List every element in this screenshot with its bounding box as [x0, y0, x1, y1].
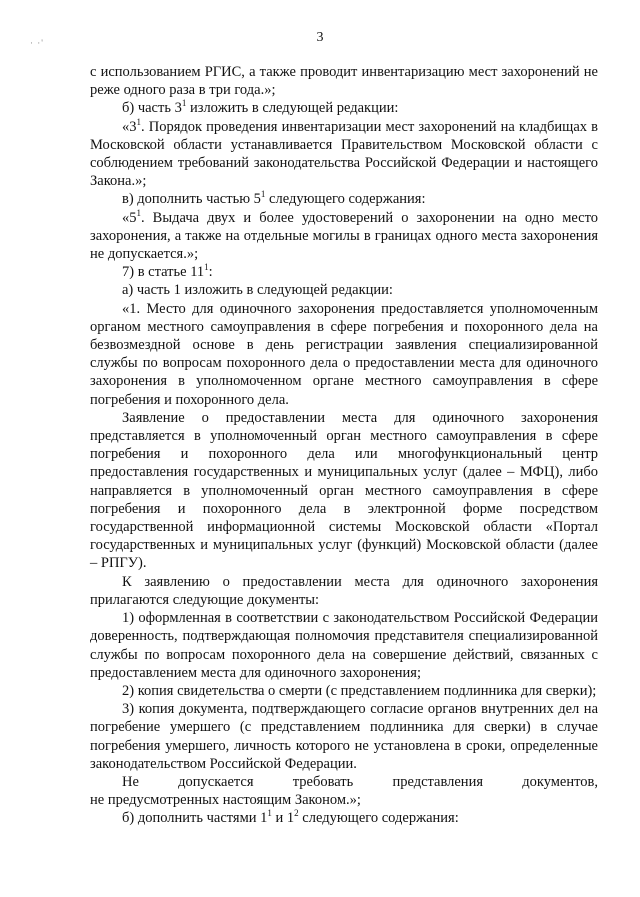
paragraph-text: «5 [122, 209, 137, 226]
paragraph: не предусмотренных настоящим Законом.»; [90, 792, 361, 809]
paragraph: Заявление о предоставлении места для одиночного захоронения представляется в уполномоченный орган местного самоуправления в сфере погребения и похоронного дела или многофункциональный центр предоставления государственных и муниципальных услуг (далее – МФЦ), либо направляется в уполномоченный орган местного самоуправления в сфере погребения и похоронного дела в электронной форме посредством государственной информационной системы Московской области «Портал государственных и муниципальных услуг (функций) Московской области (далее – РПГУ). [90, 409, 598, 572]
paragraph-text: следующего содержания: [298, 810, 459, 827]
paragraph-text: и 1 [271, 810, 295, 827]
superscript: 2 [294, 808, 299, 819]
document-body [90, 63, 598, 828]
paragraph [90, 209, 598, 264]
page-number: 3 [316, 30, 324, 45]
superscript: 1 [260, 189, 266, 200]
paragraph-text: . Порядок проведения инвентаризации мест захоронений на кладбищах в Московской области устанавливается Правительством Московской области с соблюдением требований законодательства Российской Федерации и настоящего Закона.»; [90, 118, 598, 190]
paragraph-text: «3 [122, 118, 137, 135]
paragraph-text: : [208, 264, 213, 281]
paragraph-text: б) дополнить частями 1 [122, 810, 268, 827]
scan-speck: · ·' [30, 38, 44, 48]
paragraph: а) часть 1 изложить в следующей редакции: [122, 282, 393, 299]
superscript: 1 [181, 98, 187, 109]
paragraph [90, 190, 598, 208]
superscript: 1 [136, 116, 141, 127]
paragraph-text: . Выдача двух и более удостоверений о захоронении на одно место захоронения, а также на отдельные могилы в границах одного места захоронения не допускается.»; [90, 209, 598, 263]
superscript: 1 [267, 808, 272, 819]
paragraph: 2) копия свидетельства о смерти (с представлением подлинника для сверки); [122, 682, 597, 699]
paragraph: с использованием РГИС, а также проводит инвентаризацию мест захоронений не реже одного раза в три года.»; [90, 64, 598, 99]
superscript: 1 [204, 262, 209, 273]
paragraph-text: 7) в статье 11 [122, 264, 205, 281]
paragraph-text: изложить в следующей редакции: [186, 100, 399, 117]
paragraph: 1) оформленная в соответствии с законодательством Российской Федерации доверенность, подтверждающая полномочия представителя специализированной службы по вопросам похоронного дела на совершение действий, связанных с предоставлением места для одиночного захоронения; [90, 610, 598, 681]
paragraph [90, 263, 598, 281]
paragraph-text: в) дополнить частью 5 [122, 191, 261, 208]
paragraph: 3) копия документа, подтверждающего согласие органов внутренних дел на погребение умершего (с представлением подлинника для сверки) в случае погребения умершего, личность которого не установлена в сроки, определенные законодательством Российской Федерации. [90, 701, 598, 772]
paragraph [90, 809, 598, 827]
paragraph: К заявлению о предоставлении места для одиночного захоронения прилагаются следующие документы: [90, 573, 598, 608]
paragraph [90, 99, 598, 117]
paragraph-text: б) часть 3 [122, 100, 182, 117]
paragraph: Не допускается требовать представления документов, [122, 773, 598, 790]
paragraph: «1. Место для одиночного захоронения предоставляется уполномоченным органом местного самоуправления в сфере погребения и похоронного дела на безвозмездной основе в день регистрации заявления специализированной службы по вопросам похоронного дела о предоставлении места для одиночного захоронения в уполномоченном органе местного самоуправления в сфере погребения и похоронного дела. [90, 300, 598, 408]
paragraph-text: следующего содержания: [265, 191, 426, 208]
superscript: 1 [136, 207, 141, 218]
paragraph [90, 118, 598, 191]
